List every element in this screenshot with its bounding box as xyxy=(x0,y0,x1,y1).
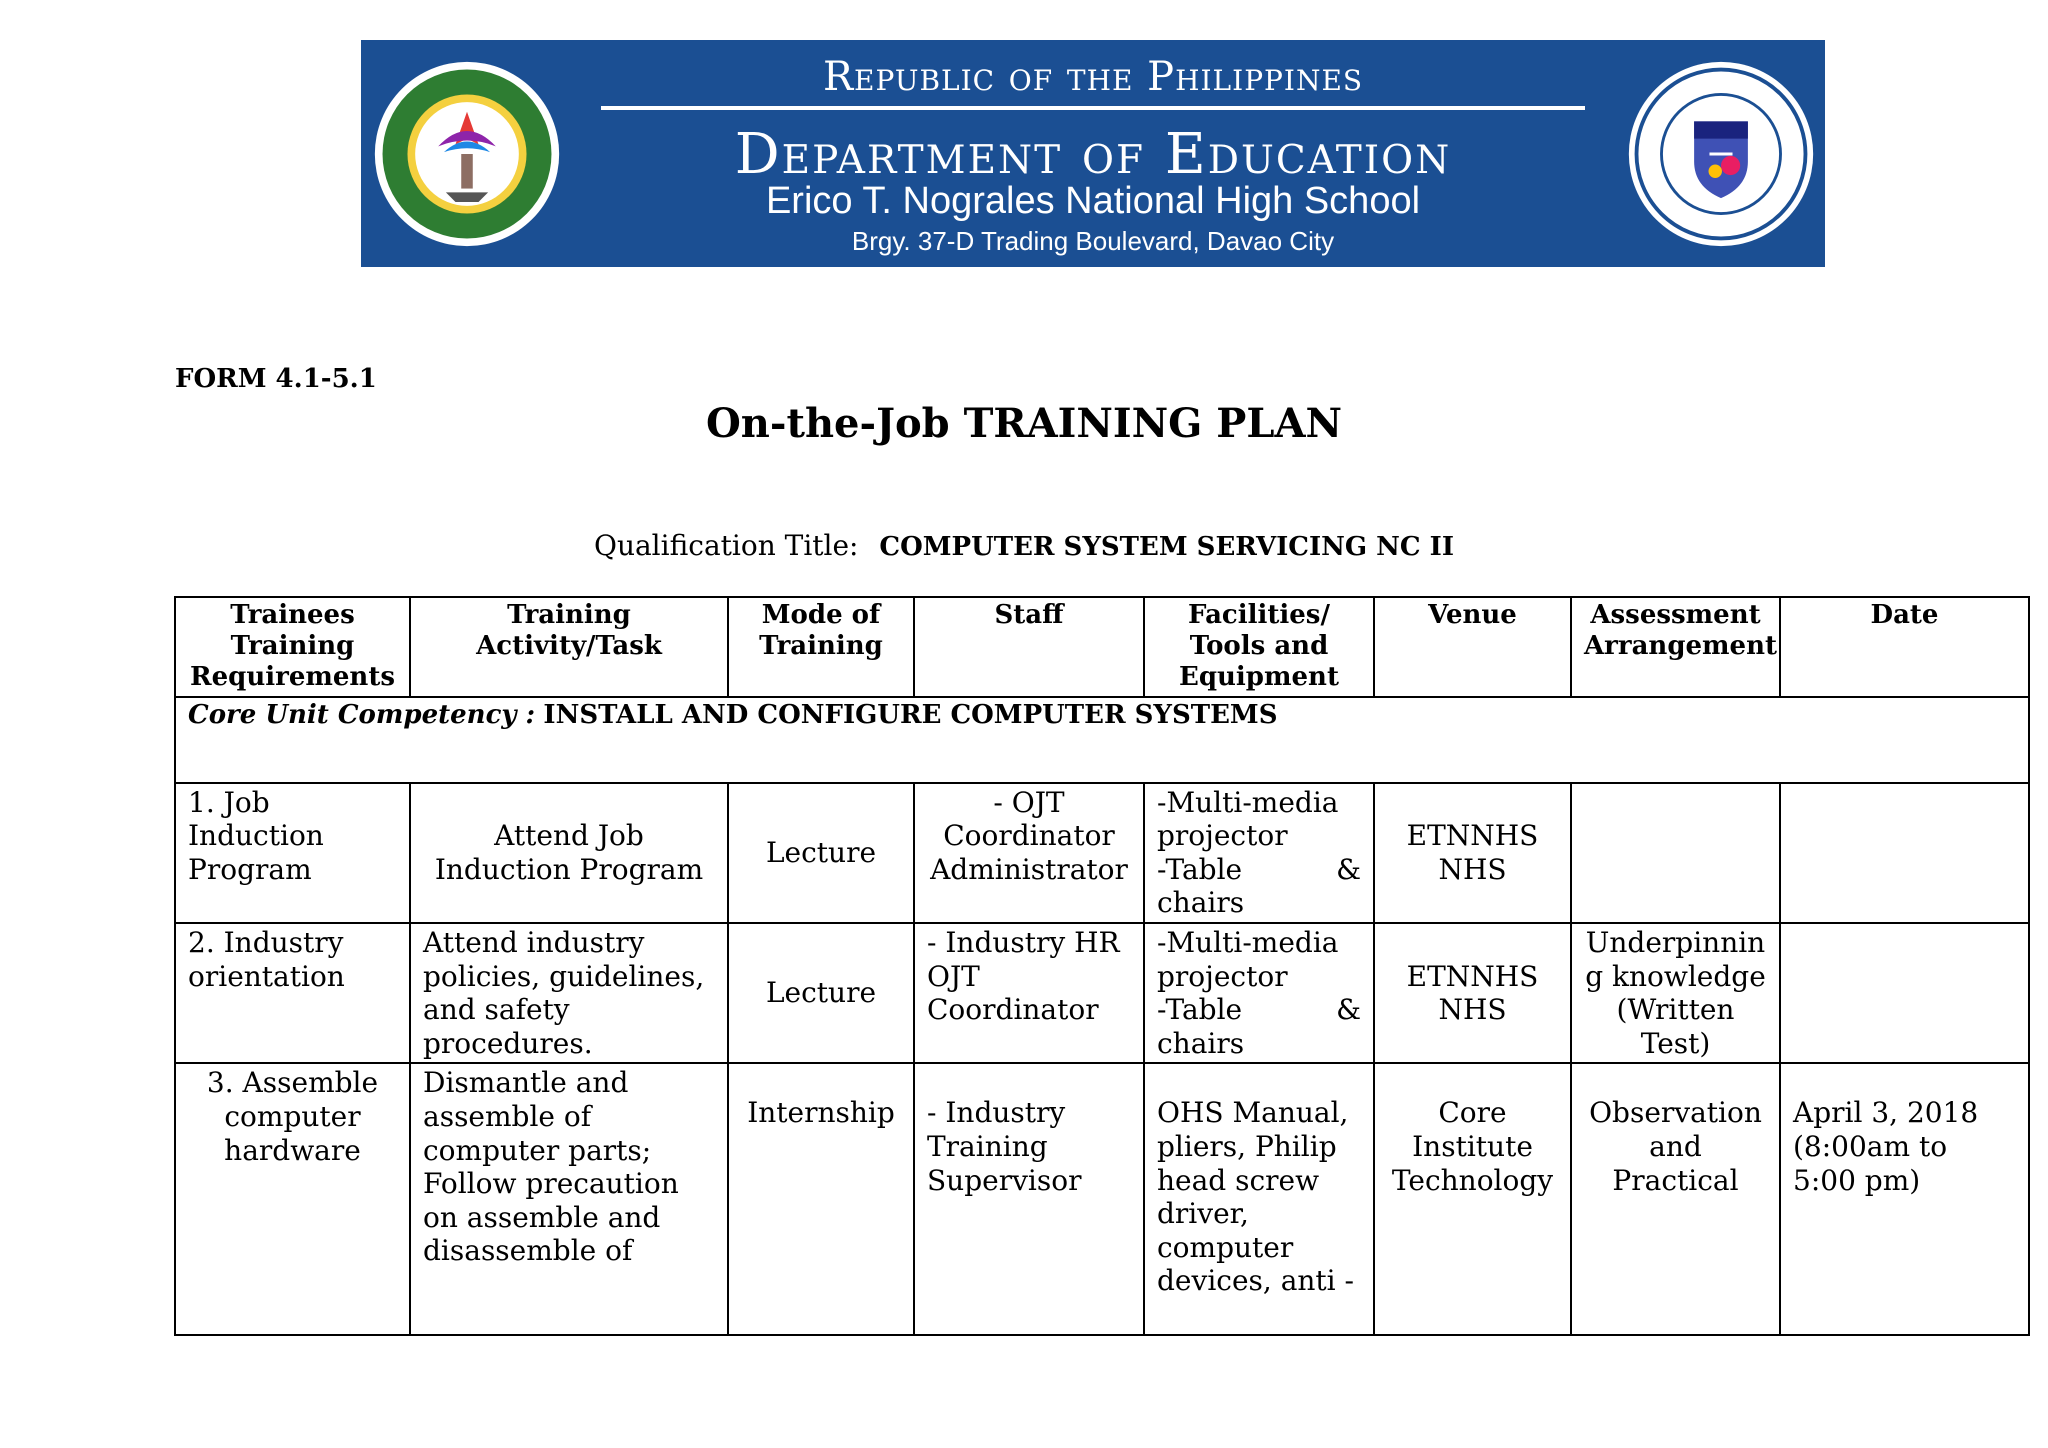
requirement-cell: 3. Assemble computer hardware xyxy=(175,1063,410,1335)
venue-cell: ETNNHS NHS xyxy=(1374,783,1571,923)
header-banner xyxy=(361,40,1825,267)
facilities-item: chairs xyxy=(1157,1026,1245,1060)
department-heading: Department of Education xyxy=(734,122,1452,187)
school-name: Erico T. Nograles National High School xyxy=(765,180,1421,222)
date-cell: April 3, 2018 (8:00am to 5:00 pm) xyxy=(1780,1063,2029,1335)
assessment-cell: Underpinnin g knowledge (Written Test) xyxy=(1571,923,1780,1063)
table-row xyxy=(175,1063,2029,1335)
facilities-ampersand: & xyxy=(1336,993,1361,1027)
qualification-line xyxy=(0,529,2048,562)
facilities-item: -Table xyxy=(1157,852,1243,886)
column-header: Assessment Arrangement xyxy=(1571,597,1780,697)
column-header: Mode of Training xyxy=(728,597,914,697)
qualification-label: Qualification Title: xyxy=(594,529,859,562)
column-header: Facilities/ Tools and Equipment xyxy=(1144,597,1374,697)
banner-divider xyxy=(601,106,1585,110)
davao-city-division-seal-icon xyxy=(371,58,563,250)
column-header: Staff xyxy=(914,597,1144,697)
column-header: Trainees Training Requirements xyxy=(175,597,410,697)
facilities-cell: OHS Manual, pliers, Philip head screw driver, computer devices, anti - xyxy=(1144,1063,1374,1335)
facilities-item: -Table xyxy=(1157,993,1243,1027)
document-title: On-the-Job TRAINING PLAN xyxy=(705,400,1343,447)
facilities-item-row xyxy=(1157,993,1361,1027)
form-code: FORM 4.1-5.1 xyxy=(175,364,377,394)
facilities-cell xyxy=(1144,923,1374,1063)
requirement-cell: 1. Job Induction Program xyxy=(175,783,410,923)
activity-cell: Attend Job Induction Program xyxy=(410,783,728,923)
table-row xyxy=(175,923,2029,1063)
core-competency-row xyxy=(175,697,2029,783)
facilities-ampersand: & xyxy=(1336,852,1361,886)
mode-cell: Lecture xyxy=(728,783,914,923)
table-row xyxy=(175,783,2029,923)
table-header-row xyxy=(175,597,2029,697)
column-header: Date xyxy=(1780,597,2029,697)
date-cell xyxy=(1780,783,2029,923)
staff-cell: - OJT Coordinator Administrator xyxy=(914,783,1144,923)
assessment-cell: Observation and Practical xyxy=(1571,1063,1780,1335)
facilities-cell xyxy=(1144,783,1374,923)
facilities-item-row xyxy=(1157,853,1361,887)
requirement-cell: 2. Industry orientation xyxy=(175,923,410,1063)
school-address: Brgy. 37-D Trading Boulevard, Davao City xyxy=(851,226,1335,256)
mode-cell: Lecture xyxy=(728,923,914,1063)
facilities-item: -Multi-media projector xyxy=(1157,785,1339,853)
mode-cell: Internship xyxy=(728,1063,914,1335)
column-header: Venue xyxy=(1374,597,1571,697)
school-seal-icon xyxy=(1625,58,1817,250)
activity-cell: Dismantle and assemble of computer parts; Follow precaution on assemble and disassemble of xyxy=(410,1063,728,1335)
core-competency-cell xyxy=(175,697,2029,783)
banner-heading-group xyxy=(601,40,1585,267)
venue-cell: Core Institute Technology xyxy=(1374,1063,1571,1335)
facilities-item: -Multi-media projector xyxy=(1157,925,1339,993)
activity-cell: Attend industry policies, guidelines, and safety procedures. xyxy=(410,923,728,1063)
staff-cell: - Industry Training Supervisor xyxy=(914,1063,1144,1335)
assessment-cell xyxy=(1571,783,1780,923)
date-cell xyxy=(1780,923,2029,1063)
core-competency-value: INSTALL AND CONFIGURE COMPUTER SYSTEMS xyxy=(543,699,1278,730)
column-header: Training Activity/Task xyxy=(410,597,728,697)
training-plan-table xyxy=(174,596,2030,1336)
qualification-value: COMPUTER SYSTEM SERVICING NC II xyxy=(879,532,1454,562)
staff-cell: - Industry HR OJT Coordinator xyxy=(914,923,1144,1063)
venue-cell: ETNNHS NHS xyxy=(1374,923,1571,1063)
republic-heading: Republic of the Philippines xyxy=(822,54,1364,100)
core-competency-label: Core Unit Competency : xyxy=(188,699,536,730)
facilities-item: chairs xyxy=(1157,886,1245,920)
